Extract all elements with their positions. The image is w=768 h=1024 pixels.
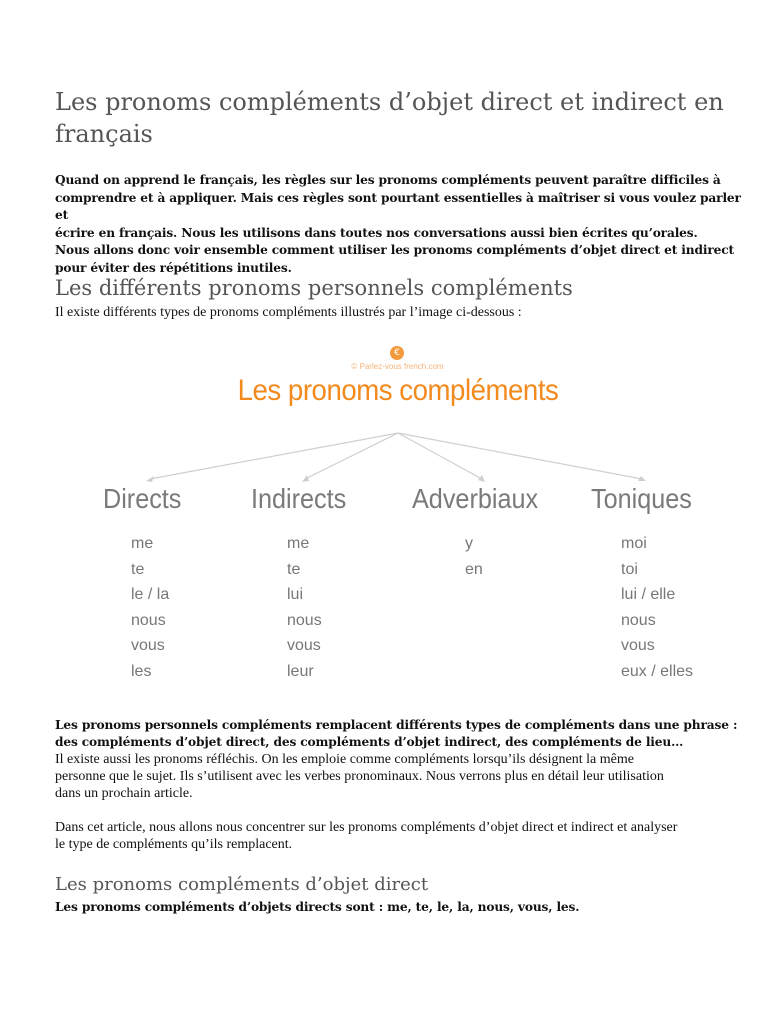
text-line: Il existe aussi les pronoms réfléchis. On les emploie comme compléments lorsqu’ils désignent la même — [55, 752, 634, 767]
intro-line: écrire en français. Nous les utilisons dans toutes nos conversations aussi bien écrites qu’orales. — [55, 225, 698, 240]
pronoun-item: en — [465, 560, 483, 578]
direct-pronouns-lead: Les pronoms compléments d’objets directs sont : me, te, le, la, nous, vous, les. — [55, 900, 580, 914]
site-logo-icon: € — [390, 346, 404, 360]
logo-caption: © Parlez-vous french.com — [351, 362, 444, 371]
pronoun-item: les — [131, 662, 152, 680]
category-toniques: Toniques — [591, 483, 692, 514]
branch-line — [398, 433, 482, 479]
page-title: Les pronoms compléments d’objet direct et indirect en français — [55, 88, 724, 148]
pronoun-item: moi — [621, 535, 647, 552]
pronoun-item: lui / elle — [621, 586, 676, 604]
pronoun-item: te — [287, 560, 301, 578]
bold-line: des compléments d’objet direct, des compléments d’objet indirect, des compléments de lieu… — [55, 735, 684, 749]
category-directs: Directs — [103, 483, 182, 514]
branch-line — [398, 433, 642, 479]
section-heading-direct: Les pronoms compléments d’objet direct — [55, 874, 429, 895]
intro-line: comprendre et à appliquer. Mais ces règles sont pourtant essentielles à maîtriser si vous voulez parler et — [55, 190, 741, 222]
arrow-head-icon — [478, 475, 485, 482]
text-line: personne que le sujet. Ils s’utilisent avec les verbes pronominaux. Nous verrons plus en détail leur utilisation — [55, 769, 664, 784]
pronoun-item: eux / elles — [621, 662, 694, 680]
intro-line: pour éviter des répétitions inutiles. — [55, 260, 292, 275]
pronoun-item: toi — [621, 560, 638, 578]
text-line: Dans cet article, nous allons nous concentrer sur les pronoms compléments d’objet direct et indirect et analyser — [55, 820, 678, 835]
indirects-list — [287, 531, 322, 685]
text-line: dans un prochain article. — [55, 786, 193, 801]
text-line: le type de compléments qu’ils remplacent. — [55, 837, 293, 852]
pronoun-item: te — [131, 560, 145, 578]
pronoun-item: y — [465, 535, 473, 552]
pronoun-item: me — [131, 535, 154, 552]
section-lead: Il existe différents types de pronoms compléments illustrés par l’image ci-dessous : — [55, 305, 522, 320]
branch-line — [305, 433, 398, 479]
directs-list — [131, 531, 169, 685]
bold-line: Les pronoms personnels compléments remplacent différents types de compléments dans une phrase : — [55, 718, 738, 732]
branch-line — [150, 433, 398, 479]
adverbiaux-list — [465, 531, 483, 582]
category-indirects: Indirects — [251, 483, 347, 514]
intro-line: Nous allons donc voir ensemble comment utiliser les pronoms compléments d’objet direct et indirect — [55, 243, 734, 257]
pronoun-item: vous — [131, 637, 165, 655]
focus-paragraph — [55, 819, 745, 853]
pronoun-item: nous — [621, 611, 656, 629]
pronoun-item: vous — [621, 637, 655, 655]
pronoun-item: nous — [131, 611, 166, 629]
pronoun-item: me — [287, 535, 310, 552]
reflexive-paragraph — [55, 751, 745, 802]
section-heading-pronouns: Les différents pronoms personnels compléments — [55, 276, 573, 300]
bold-paragraph — [55, 717, 745, 751]
arrow-head-icon — [302, 475, 309, 482]
toniques-list — [621, 531, 693, 685]
arrow-head-icon — [146, 476, 154, 482]
category-adverbiaux: Adverbiaux — [412, 483, 539, 514]
pronoun-item: leur — [287, 662, 314, 680]
infographic-title: Les pronoms compléments — [237, 374, 559, 407]
pronoun-item: lui — [287, 586, 304, 604]
pronoun-item: nous — [287, 611, 322, 629]
pronoun-item: le / la — [131, 586, 170, 604]
intro-line: Quand on apprend le français, les règles sur les pronoms compléments peuvent paraître difficiles à — [55, 173, 721, 187]
pronoun-item: vous — [287, 637, 321, 655]
